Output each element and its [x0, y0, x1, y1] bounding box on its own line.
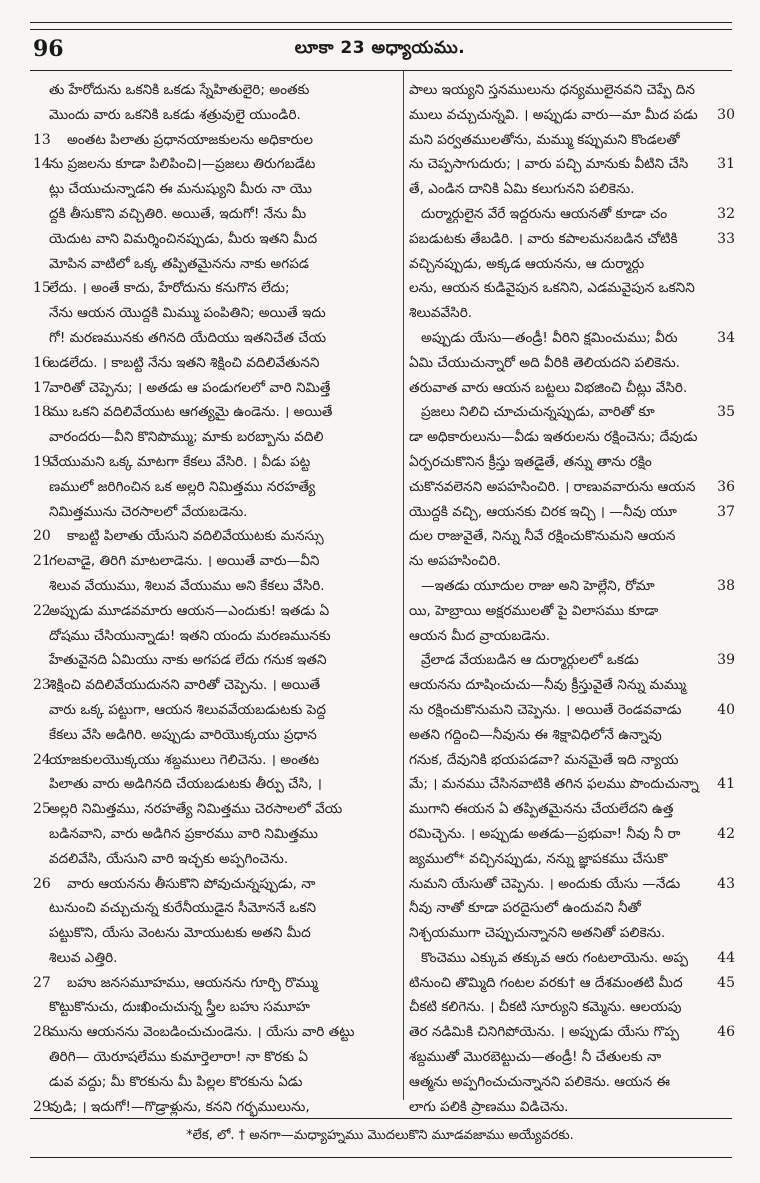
- line-text: ములు వచ్చుచున్నవి. । అప్పుడు వారు—మా మీద పడు: [409, 106, 698, 123]
- text-line: [33, 822, 397, 847]
- top-border-thin: [30, 22, 732, 23]
- line-text: వ్రేలాడ వేయబడిన ఆ దుర్మార్గులలో ఒకడు: [421, 652, 639, 669]
- text-line: [409, 1045, 735, 1070]
- text-line: [33, 971, 397, 996]
- line-text: శిలువ ఎత్తిరి.: [49, 949, 118, 966]
- line-text: పాలు ఇయ్యని స్తనములును ధన్యములైనవని చెప్పే దిన: [409, 82, 695, 98]
- verse-number: 22: [33, 602, 51, 619]
- text-line: [33, 946, 397, 971]
- line-text: లాగు పలికి ప్రాణము విడిచెను.: [409, 1098, 569, 1115]
- text-line: [409, 574, 735, 599]
- line-text: మని పర్వతములతోను, మమ్ము కప్పుమని కొండలతో: [409, 131, 680, 148]
- line-text: కొంచెము ఎక్కువ తక్కువ ఆరు గంటలాయెను. అప్ప: [421, 949, 689, 966]
- verse-number: 20: [33, 528, 51, 545]
- text-line: [33, 1045, 397, 1070]
- line-text: వారు ఒక్క పట్టుగా, ఆయన శిలువవేయబడుటకు పెద్ద: [49, 701, 326, 718]
- verse-number: 16: [33, 354, 51, 371]
- text-line: [409, 524, 735, 549]
- line-text: అప్పుడు మూడవమారు ఆయన—ఎందుకు! ఇతడు ఏ: [49, 602, 330, 619]
- text-line: [33, 128, 397, 153]
- page-number: 96: [33, 36, 64, 62]
- verse-number: 46: [717, 1024, 735, 1041]
- verse-number: 28: [33, 1024, 51, 1041]
- line-text: నీవు నాతో కూడా పరదైసులో ఉందువని నీతో: [409, 900, 641, 917]
- text-line: [409, 351, 735, 376]
- text-line: [409, 723, 735, 748]
- line-text: తిరిగి— యెరూషలేము కుమార్తెలారా! నా కొరకు ఏ: [49, 1049, 309, 1066]
- text-line: [33, 1095, 397, 1120]
- verse-number: 23: [33, 677, 51, 694]
- text-line: [409, 376, 735, 401]
- footnote-rule: [30, 1118, 732, 1119]
- line-text: చుకొనవలెనని అపహసించిరి. । రాణువవారును ఆయన: [409, 478, 696, 495]
- line-text: ను ప్రజలను కూడా పిలిపించి।—ప్రజలు తిరుగబడేట: [49, 156, 316, 173]
- text-line: [409, 500, 735, 525]
- text-line: [409, 450, 735, 475]
- line-text: ఏర్పరచుకొనిన క్రీస్తు ఇతడైతే, తన్ను తాను రక్షిం: [409, 453, 652, 470]
- text-line: [33, 252, 397, 277]
- text-line: [409, 673, 735, 698]
- footnote: *లేక, లో. † అనగా—మధ్యాహ్నము మొదలుకొని మూడవజాము అయ్యేవరకు.: [186, 1128, 574, 1143]
- text-line: [409, 896, 735, 921]
- text-line: [33, 921, 397, 946]
- text-line: [409, 946, 735, 971]
- line-text: ను అపహసించిరి.: [409, 553, 501, 570]
- text-line: [33, 599, 397, 624]
- line-text: ఏమి చేయుచున్నారో అది వీరికి తెలియదని పలికెను.: [409, 354, 680, 371]
- verse-number: 42: [717, 825, 735, 842]
- text-line: [33, 400, 397, 425]
- line-text: అల్లరి నిమిత్తము, నరహత్యే నిమిత్తము చెరసాలలో వేయ: [49, 801, 343, 818]
- line-text: ద్దకి తీసుకొని వచ్చితిరి. అయితే, ఇదుగో! నేను మీ: [49, 205, 307, 222]
- text-line: [33, 376, 397, 401]
- left-column: [33, 78, 397, 1119]
- line-text: మే; । మనము చేసినవాటికి తగిన ఫలము పొందుచున్నా: [409, 776, 699, 793]
- line-text: నేను ఆయన యొద్దకి మిమ్ము పంపితిని; అయితే ఇదు: [49, 305, 326, 322]
- line-text: —ఇతడు యూదుల రాజు అని హెల్లేని, రోమా: [421, 577, 655, 594]
- text-line: [33, 549, 397, 574]
- header-rule: [30, 70, 732, 71]
- verse-number: 13: [33, 131, 51, 148]
- text-line: [33, 475, 397, 500]
- line-text: ను చెప్పసాగుదురు; । వారు పచ్చి మానుకు వీటిని చేసి: [409, 156, 689, 173]
- text-line: [33, 202, 397, 227]
- line-text: రమిచ్చెను. । అప్పుడు అతడు—ప్రభువా! నీవు నీ రా: [409, 825, 681, 842]
- line-text: యాజకులయొక్కయు శబ్దములు గెలిచెను. । అంతట: [49, 751, 320, 768]
- verse-number: 33: [717, 230, 735, 247]
- line-text: బడినవాని, వారు అడిగిన ప్రకారము వారి నిమిత్తము: [49, 825, 318, 842]
- line-text: పట్టుకొని, యేసు వెంటను మోయుటకు అతని మీద: [49, 925, 311, 942]
- line-text: వచ్చినప్పుడు, అక్కడ ఆయనను, ఆ దుర్మార్గు: [409, 255, 645, 272]
- text-line: [409, 599, 735, 624]
- text-line: [33, 847, 397, 872]
- text-line: [33, 152, 397, 177]
- line-text: దుర్మార్గులైన వేరే ఇద్దరును ఆయనతో కూడా చం: [421, 205, 668, 222]
- text-line: [409, 1070, 735, 1095]
- text-line: [409, 698, 735, 723]
- verse-number: 41: [717, 776, 735, 793]
- line-text: వేయుమని ఒక్క మాటగా కేకలు వేసిరి. । వీడు పట్ట: [49, 453, 311, 470]
- text-line: [409, 177, 735, 202]
- text-line: [409, 1020, 735, 1045]
- line-text: ముగాని ఈయన ఏ తప్పితమైనను చేయలేదని ఉత్త: [409, 801, 674, 818]
- line-text: యి, హెబ్రాయి అక్షరములతో పై విలాసము కూడా: [409, 602, 659, 619]
- text-line: [409, 648, 735, 673]
- text-line: [409, 227, 735, 252]
- verse-number: 37: [717, 503, 735, 520]
- text-line: [409, 847, 735, 872]
- text-line: [409, 921, 735, 946]
- line-text: వారందరు—వీని కొనిపొమ్ము; మాకు బరబ్బాను వదిలి: [49, 429, 324, 446]
- text-line: [409, 326, 735, 351]
- text-line: [33, 574, 397, 599]
- line-text: వదలివేసి, యేసుని వారి ఇచ్ఛకు అప్పగించెను.: [49, 850, 289, 867]
- text-line: [33, 78, 397, 103]
- line-text: బహు జనసమూహము, ఆయనను గూర్చి రొమ్ము: [67, 974, 318, 991]
- text-line: [33, 748, 397, 773]
- line-text: యొద్దకి వచ్చి, ఆయనకు చిరక ఇచ్చి । —నీవు యూ: [409, 503, 677, 520]
- line-text: పిలాతు వారు అడిగినది చేయబడుటకు తీర్పు చేసి, ।: [49, 776, 322, 793]
- text-line: [33, 698, 397, 723]
- text-line: [33, 1070, 397, 1095]
- line-text: కేకలు వేసి అడిగిరి. అప్పుడు వారియొక్కయు ప్రధాన: [49, 726, 317, 743]
- text-line: [409, 624, 735, 649]
- running-title: లూకా 23 అధ్యాయము.: [294, 38, 466, 58]
- text-line: [33, 425, 397, 450]
- line-text: గనుక, దేవునికి భయపడవా? మనమైతే ఇది న్యాయ: [409, 751, 679, 768]
- text-line: [33, 227, 397, 252]
- text-line: [409, 103, 735, 128]
- line-text: చీకటి కలిగెను. । చీకటి సూర్యుని కమ్మెను. ఆలయపు: [409, 999, 682, 1016]
- text-line: [409, 772, 735, 797]
- text-line: [409, 797, 735, 822]
- line-text: శబ్దముతో మొరబెట్టుచు—తండ్రీ! నీ చేతులకు నా: [409, 1049, 662, 1066]
- verse-number: 18: [33, 404, 51, 421]
- line-text: ట్లు చేయుచున్నాడని ఈ మనుష్యుని మీరు నా యొ: [49, 181, 312, 198]
- verse-number: 30: [717, 106, 735, 123]
- text-line: [33, 1020, 397, 1045]
- text-line: [409, 252, 735, 277]
- text-line: [33, 673, 397, 698]
- verse-number: 17: [33, 379, 51, 396]
- line-text: ఆత్మను అప్పగించుచున్నానని పలికెను. ఆయన ఈ: [409, 1073, 671, 1090]
- verse-number: 24: [33, 751, 51, 768]
- verse-number: 36: [717, 478, 735, 495]
- line-text: మోపిన వాటిలో ఒక్క తప్పితమైనను నాకు అగపడ: [49, 255, 309, 272]
- line-text: బడలేదు. । కాబట్టి నేను ఇతని శిక్షించి వదిలివేతునని: [49, 354, 320, 371]
- line-text: దుల రాజువైతే, నిన్ను నీవే రక్షించుకొనుమని ఆయన: [409, 528, 676, 545]
- verse-number: 19: [33, 453, 51, 470]
- text-line: [409, 202, 735, 227]
- text-line: [33, 648, 397, 673]
- verse-number: 32: [717, 205, 735, 222]
- text-line: [409, 995, 735, 1020]
- verse-number: 38: [717, 577, 735, 594]
- text-line: [409, 78, 735, 103]
- text-line: [33, 896, 397, 921]
- line-text: మును ఆయనను వెంబడించుచుండెను. । యేసు వారి తట్టు: [49, 1024, 355, 1041]
- text-line: [33, 797, 397, 822]
- line-text: వుడి; । ఇదుగో!—గొడ్రాళ్లును, కనని గర్భములును,: [49, 1098, 310, 1115]
- line-text: జ్యములో* వచ్చినప్పుడు, నన్ను జ్ఞాపకము చేసుకొ: [409, 850, 668, 867]
- verse-number: 31: [717, 156, 735, 173]
- verse-number: 44: [717, 949, 735, 966]
- line-text: శిక్షించి వదిలివేయుదునని వారితో చెప్పెను. । అయితే: [49, 677, 321, 694]
- text-line: [33, 276, 397, 301]
- line-text: శిలువవేసిరి.: [409, 305, 473, 322]
- text-line: [409, 822, 735, 847]
- line-text: కొట్టుకొనుచు, దుఃఖించుచున్న స్త్రీల బహు సమూహ: [49, 999, 310, 1016]
- text-line: [33, 995, 397, 1020]
- line-text: అతని గద్దించి—నీవును ఈ శిక్షావిధిలోనే ఉన్నావు: [409, 726, 662, 743]
- line-text: ము ఒకని వదిలివేయుట ఆగత్యమై ఉండెను. । అయితే: [49, 404, 333, 421]
- column-separator: [403, 70, 404, 1100]
- line-text: పబడుటకు తేబడిరి. । వారు కపాలమనబడిన చోటికి: [409, 230, 678, 247]
- text-line: [409, 549, 735, 574]
- line-text: ఆయనను దూషించుచు—నీవు క్రీస్తువైతే నిన్ను మమ్ము: [409, 677, 687, 694]
- text-line: [33, 326, 397, 351]
- line-text: హేతువైనది ఏమియు నాకు అగపడ లేదు గనుక ఇతని: [49, 652, 327, 669]
- line-text: కాబట్టి పిలాతు యేసుని వదిలివేయుటకు మనస్సు: [67, 528, 324, 545]
- line-text: టినుంచి తొమ్మిది గంటల వరకు† ఆ దేశమంతటి మీద: [409, 974, 683, 991]
- text-line: [33, 772, 397, 797]
- verse-number: 27: [33, 974, 51, 991]
- line-text: గలవాడై, తిరిగి మాటలాడెను. । అయితే వారు—వీని: [49, 553, 320, 570]
- verse-number: 43: [717, 875, 735, 892]
- line-text: తు హేరోదును ఒకనికి ఒకడు స్నేహితులైరి; అంతకు: [49, 82, 310, 98]
- text-line: [409, 1095, 735, 1120]
- line-text: ఆయన మీద వ్రాయబడెను.: [409, 627, 551, 644]
- text-line: [33, 723, 397, 748]
- line-text: వారితో చెప్పెను; । అతడు ఆ పండుగలలో వారి నిమిత్తే: [49, 379, 331, 396]
- verse-number: 35: [717, 404, 735, 421]
- line-text: డువ వద్దు; మీ కొరకును మీ పిల్లల కొరకును ఏడు: [49, 1073, 303, 1090]
- text-line: [409, 128, 735, 153]
- bottom-border: [30, 1157, 732, 1158]
- text-line: [409, 301, 735, 326]
- text-line: [409, 152, 735, 177]
- line-text: లను, ఆయన కుడివైపున ఒకనిని, ఎడమవైపున ఒకనిని: [409, 280, 695, 297]
- verse-number: 14: [33, 156, 51, 173]
- line-text: ణములో జరిగించిన ఒక అల్లరి నిమిత్తము నరహత్యే: [49, 478, 316, 495]
- verse-number: 15: [33, 280, 51, 297]
- text-line: [33, 500, 397, 525]
- text-line: [33, 103, 397, 128]
- line-text: టునుంచి వచ్చుచున్న కురేనీయుడైన సీమోననే ఒకని: [49, 900, 316, 917]
- text-line: [33, 624, 397, 649]
- line-text: యెదుట వాని విమర్శించినప్పుడు, మీరు ఇతని మీద: [49, 230, 318, 247]
- line-text: అంతట పిలాతు ప్రధానయాజకులను అధికారుల: [67, 131, 314, 148]
- text-line: [409, 276, 735, 301]
- text-line: [33, 177, 397, 202]
- text-line: [409, 971, 735, 996]
- verse-number: 26: [33, 875, 51, 892]
- text-line: [33, 524, 397, 549]
- text-line: [33, 301, 397, 326]
- line-text: తరువాత వారు ఆయన బట్టలు విభజించి చీట్లు వేసిరి.: [409, 379, 688, 396]
- text-line: [409, 425, 735, 450]
- verse-number: 21: [33, 553, 51, 570]
- line-text: మొందు వారు ఒకనికి ఒకడు శత్రువులై యుండిరి.: [49, 106, 301, 123]
- line-text: వారు ఆయనను తీసుకొని పోవుచున్నప్పుడు, నా: [67, 875, 316, 892]
- line-text: తే, ఎండిన దానికి ఏమి కలుగునని పలికెను.: [409, 181, 635, 198]
- line-text: శిలువ వేయుము, శిలువ వేయుము అని కేకలు వేసిరి.: [49, 577, 325, 594]
- text-line: [33, 351, 397, 376]
- verse-number: 34: [717, 329, 735, 346]
- line-text: అప్పుడు యేసు—తండ్రీ! వీరిని క్షమించుము; వీరు: [421, 329, 678, 346]
- text-line: [409, 748, 735, 773]
- line-text: నిమిత్తమును చెరసాలలో వేయబడెను.: [49, 503, 248, 520]
- verse-number: 29: [33, 1098, 51, 1115]
- text-line: [33, 872, 397, 897]
- verse-number: 40: [717, 701, 735, 718]
- line-text: డా అధికారులును—వీడు ఇతరులను రక్షించెను; దేవుడు: [409, 429, 698, 446]
- verse-number: 39: [717, 652, 735, 669]
- line-text: గో! మరణమునకు తగినది యేదియు ఇతనిచేత చేయ: [49, 329, 327, 346]
- text-line: [409, 475, 735, 500]
- line-text: నిశ్చయముగా చెప్పుచున్నానని అతనితో పలికెను.: [409, 925, 666, 942]
- line-text: నుమని యేసుతో చెప్పెను. । అందుకు యేసు —నేడు: [409, 875, 681, 892]
- line-text: ను రక్షించుకొనుమని చెప్పెను. । అయితే రెండవవాడు: [409, 701, 682, 718]
- verse-number: 45: [717, 974, 735, 991]
- text-line: [33, 450, 397, 475]
- line-text: లేదు. । అంతే కాదు, హేరోదును కనుగొన లేదు;: [49, 280, 290, 297]
- text-line: [409, 400, 735, 425]
- line-text: దోషము చేసియున్నాడు! ఇతని యందు మరణమునకు: [49, 627, 331, 644]
- text-line: [409, 872, 735, 897]
- right-column: [409, 78, 735, 1119]
- top-border-thick: [30, 29, 732, 30]
- line-text: తెర నడిమికి చినిగిపోయెను. । అప్పుడు యేసు గొప్ప: [409, 1024, 679, 1041]
- verse-number: 25: [33, 801, 51, 818]
- line-text: ప్రజలు నిలిచి చూచుచున్నప్పుడు, వారితో కూ: [421, 404, 655, 421]
